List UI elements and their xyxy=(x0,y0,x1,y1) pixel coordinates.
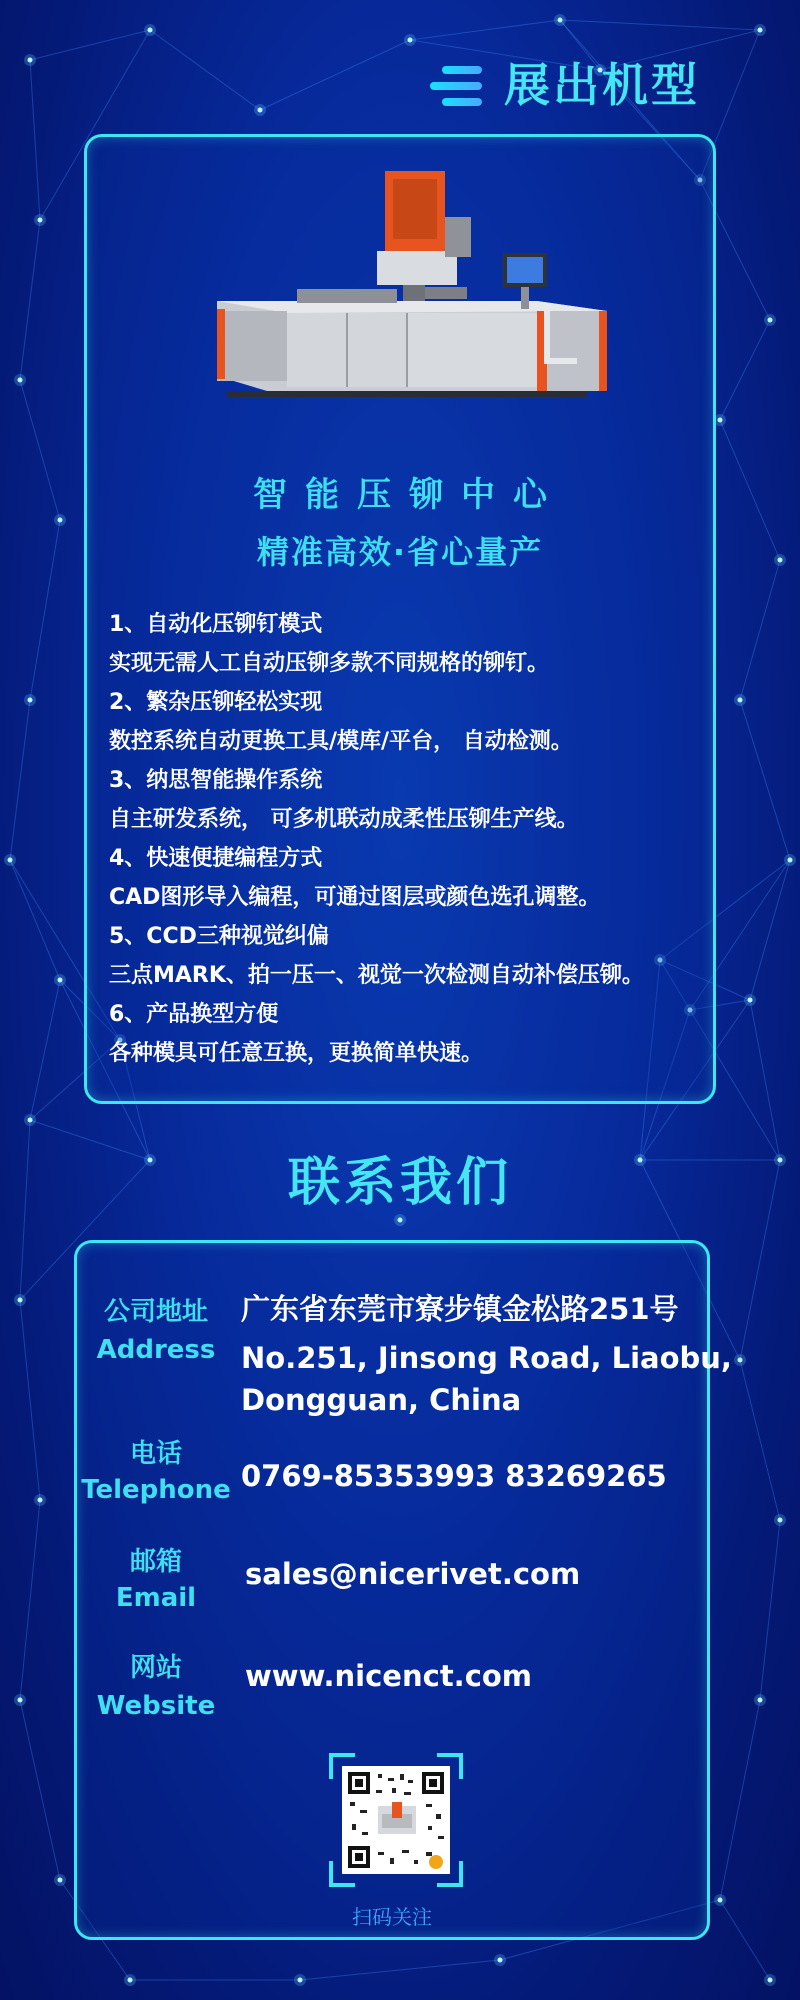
network-node xyxy=(28,698,33,703)
network-node xyxy=(18,1698,23,1703)
network-line xyxy=(20,1500,40,1700)
feature-heading: 1、自动化压铆钉模式 xyxy=(109,612,323,637)
network-line xyxy=(740,1360,780,1520)
feature-heading: 5、CCD三种视觉纠偏 xyxy=(109,924,329,949)
network-line xyxy=(560,20,760,30)
network-line xyxy=(720,1900,770,1980)
feature-list xyxy=(109,605,709,1073)
network-line xyxy=(30,30,150,60)
feature-detail: 数控系统自动更换工具/模库/平台， 自动检测。 xyxy=(109,729,573,754)
network-node xyxy=(58,518,63,523)
phone-label-en: Telephone xyxy=(81,1475,231,1505)
network-line xyxy=(740,700,790,860)
network-line xyxy=(720,1700,760,1900)
network-node xyxy=(258,108,263,113)
feature-detail: 各种模具可任意互换，更换简单快速。 xyxy=(109,1041,484,1066)
network-node xyxy=(398,1218,403,1223)
email-label-cn: 邮箱 xyxy=(129,1547,182,1577)
rivet-machine-illustration xyxy=(207,161,627,421)
network-line xyxy=(30,980,60,1120)
network-line xyxy=(10,700,30,860)
network-node xyxy=(58,978,63,983)
network-node xyxy=(28,58,33,63)
network-node xyxy=(128,1978,133,1983)
network-node xyxy=(768,1978,773,1983)
feature-detail: 实现无需人工自动压铆多款不同规格的铆钉。 xyxy=(109,651,550,676)
network-node xyxy=(8,858,13,863)
network-node xyxy=(18,378,23,383)
feature-heading: 2、繁杂压铆轻松实现 xyxy=(109,690,323,715)
network-node xyxy=(758,1698,763,1703)
network-node xyxy=(748,998,753,1003)
network-node xyxy=(58,1878,63,1883)
website-label-cn: 网站 xyxy=(129,1653,182,1683)
website-link[interactable]: www.nicenct.com xyxy=(245,1659,533,1693)
phone-label-cn: 电话 xyxy=(129,1439,182,1469)
address-value-en-line2: Dongguan, China xyxy=(241,1383,522,1417)
network-line xyxy=(20,220,40,380)
network-node xyxy=(148,28,153,33)
feature-heading: 4、快速便捷编程方式 xyxy=(109,846,323,871)
feature-detail: 三点MARK、拍一压一、视觉一次检测自动补偿压铆。 xyxy=(109,963,644,988)
network-line xyxy=(20,380,60,520)
network-node xyxy=(778,1518,783,1523)
contact-heading: 联系我们 xyxy=(287,1153,512,1213)
network-line xyxy=(410,20,560,40)
website-label-en: Website xyxy=(96,1691,216,1721)
address-value-en-line1: No.251, Jinsong Road, Liaobu, xyxy=(241,1341,732,1375)
machine-panel xyxy=(84,134,716,1104)
network-line xyxy=(150,30,260,110)
address-label-cn: 公司地址 xyxy=(103,1297,208,1327)
network-node xyxy=(778,558,783,563)
network-line xyxy=(750,1000,780,1160)
network-line xyxy=(20,1300,40,1500)
feature-heading: 3、纳思智能操作系统 xyxy=(109,768,323,793)
feature-heading: 6、产品换型方便 xyxy=(109,1002,279,1027)
network-node xyxy=(408,38,413,43)
network-node xyxy=(498,1958,503,1963)
network-node xyxy=(788,858,793,863)
network-node xyxy=(38,218,43,223)
network-line xyxy=(10,860,60,980)
network-node xyxy=(38,1498,43,1503)
network-line xyxy=(260,40,410,110)
network-line xyxy=(750,860,790,1000)
contact-panel xyxy=(74,1240,732,1940)
address-label-en: Address xyxy=(96,1335,216,1365)
section-header xyxy=(420,52,760,118)
email-link[interactable]: sales@nicerivet.com xyxy=(245,1557,581,1591)
network-line xyxy=(720,420,780,560)
network-node xyxy=(718,1898,723,1903)
feature-detail: 自主研发系统， 可多机联动成柔性压铆生产线。 xyxy=(109,807,579,832)
network-line xyxy=(760,1520,780,1700)
network-node xyxy=(298,1978,303,1983)
network-line xyxy=(300,1960,500,1980)
email-label-en: Email xyxy=(115,1583,197,1613)
address-value-cn: 广东省东莞市寮步镇金松路251号 xyxy=(241,1292,679,1326)
three-bar-mark-icon xyxy=(420,62,486,108)
network-line xyxy=(30,60,40,220)
network-line xyxy=(720,320,770,420)
network-node xyxy=(718,418,723,423)
feature-detail: CAD图形导入编程，可通过图层或颜色选孔调整。 xyxy=(109,885,601,910)
qr-frame xyxy=(329,1753,463,1887)
network-node xyxy=(28,1118,33,1123)
network-line xyxy=(30,520,60,700)
qr-code-icon[interactable] xyxy=(342,1766,450,1874)
network-node xyxy=(758,28,763,33)
section-title: 展出机型 xyxy=(504,58,700,112)
network-node xyxy=(738,1358,743,1363)
network-node xyxy=(768,318,773,323)
network-node xyxy=(18,1298,23,1303)
network-node xyxy=(738,698,743,703)
network-line xyxy=(20,1700,60,1880)
network-line xyxy=(740,560,780,700)
qr-caption: 扫码关注 xyxy=(352,1905,432,1929)
phone-value[interactable]: 0769-85353993 83269265 xyxy=(241,1459,667,1493)
network-node xyxy=(558,18,563,23)
product-slogan: 精准高效·省心量产 xyxy=(256,533,544,571)
product-title: 智能压铆中心 xyxy=(253,475,565,515)
